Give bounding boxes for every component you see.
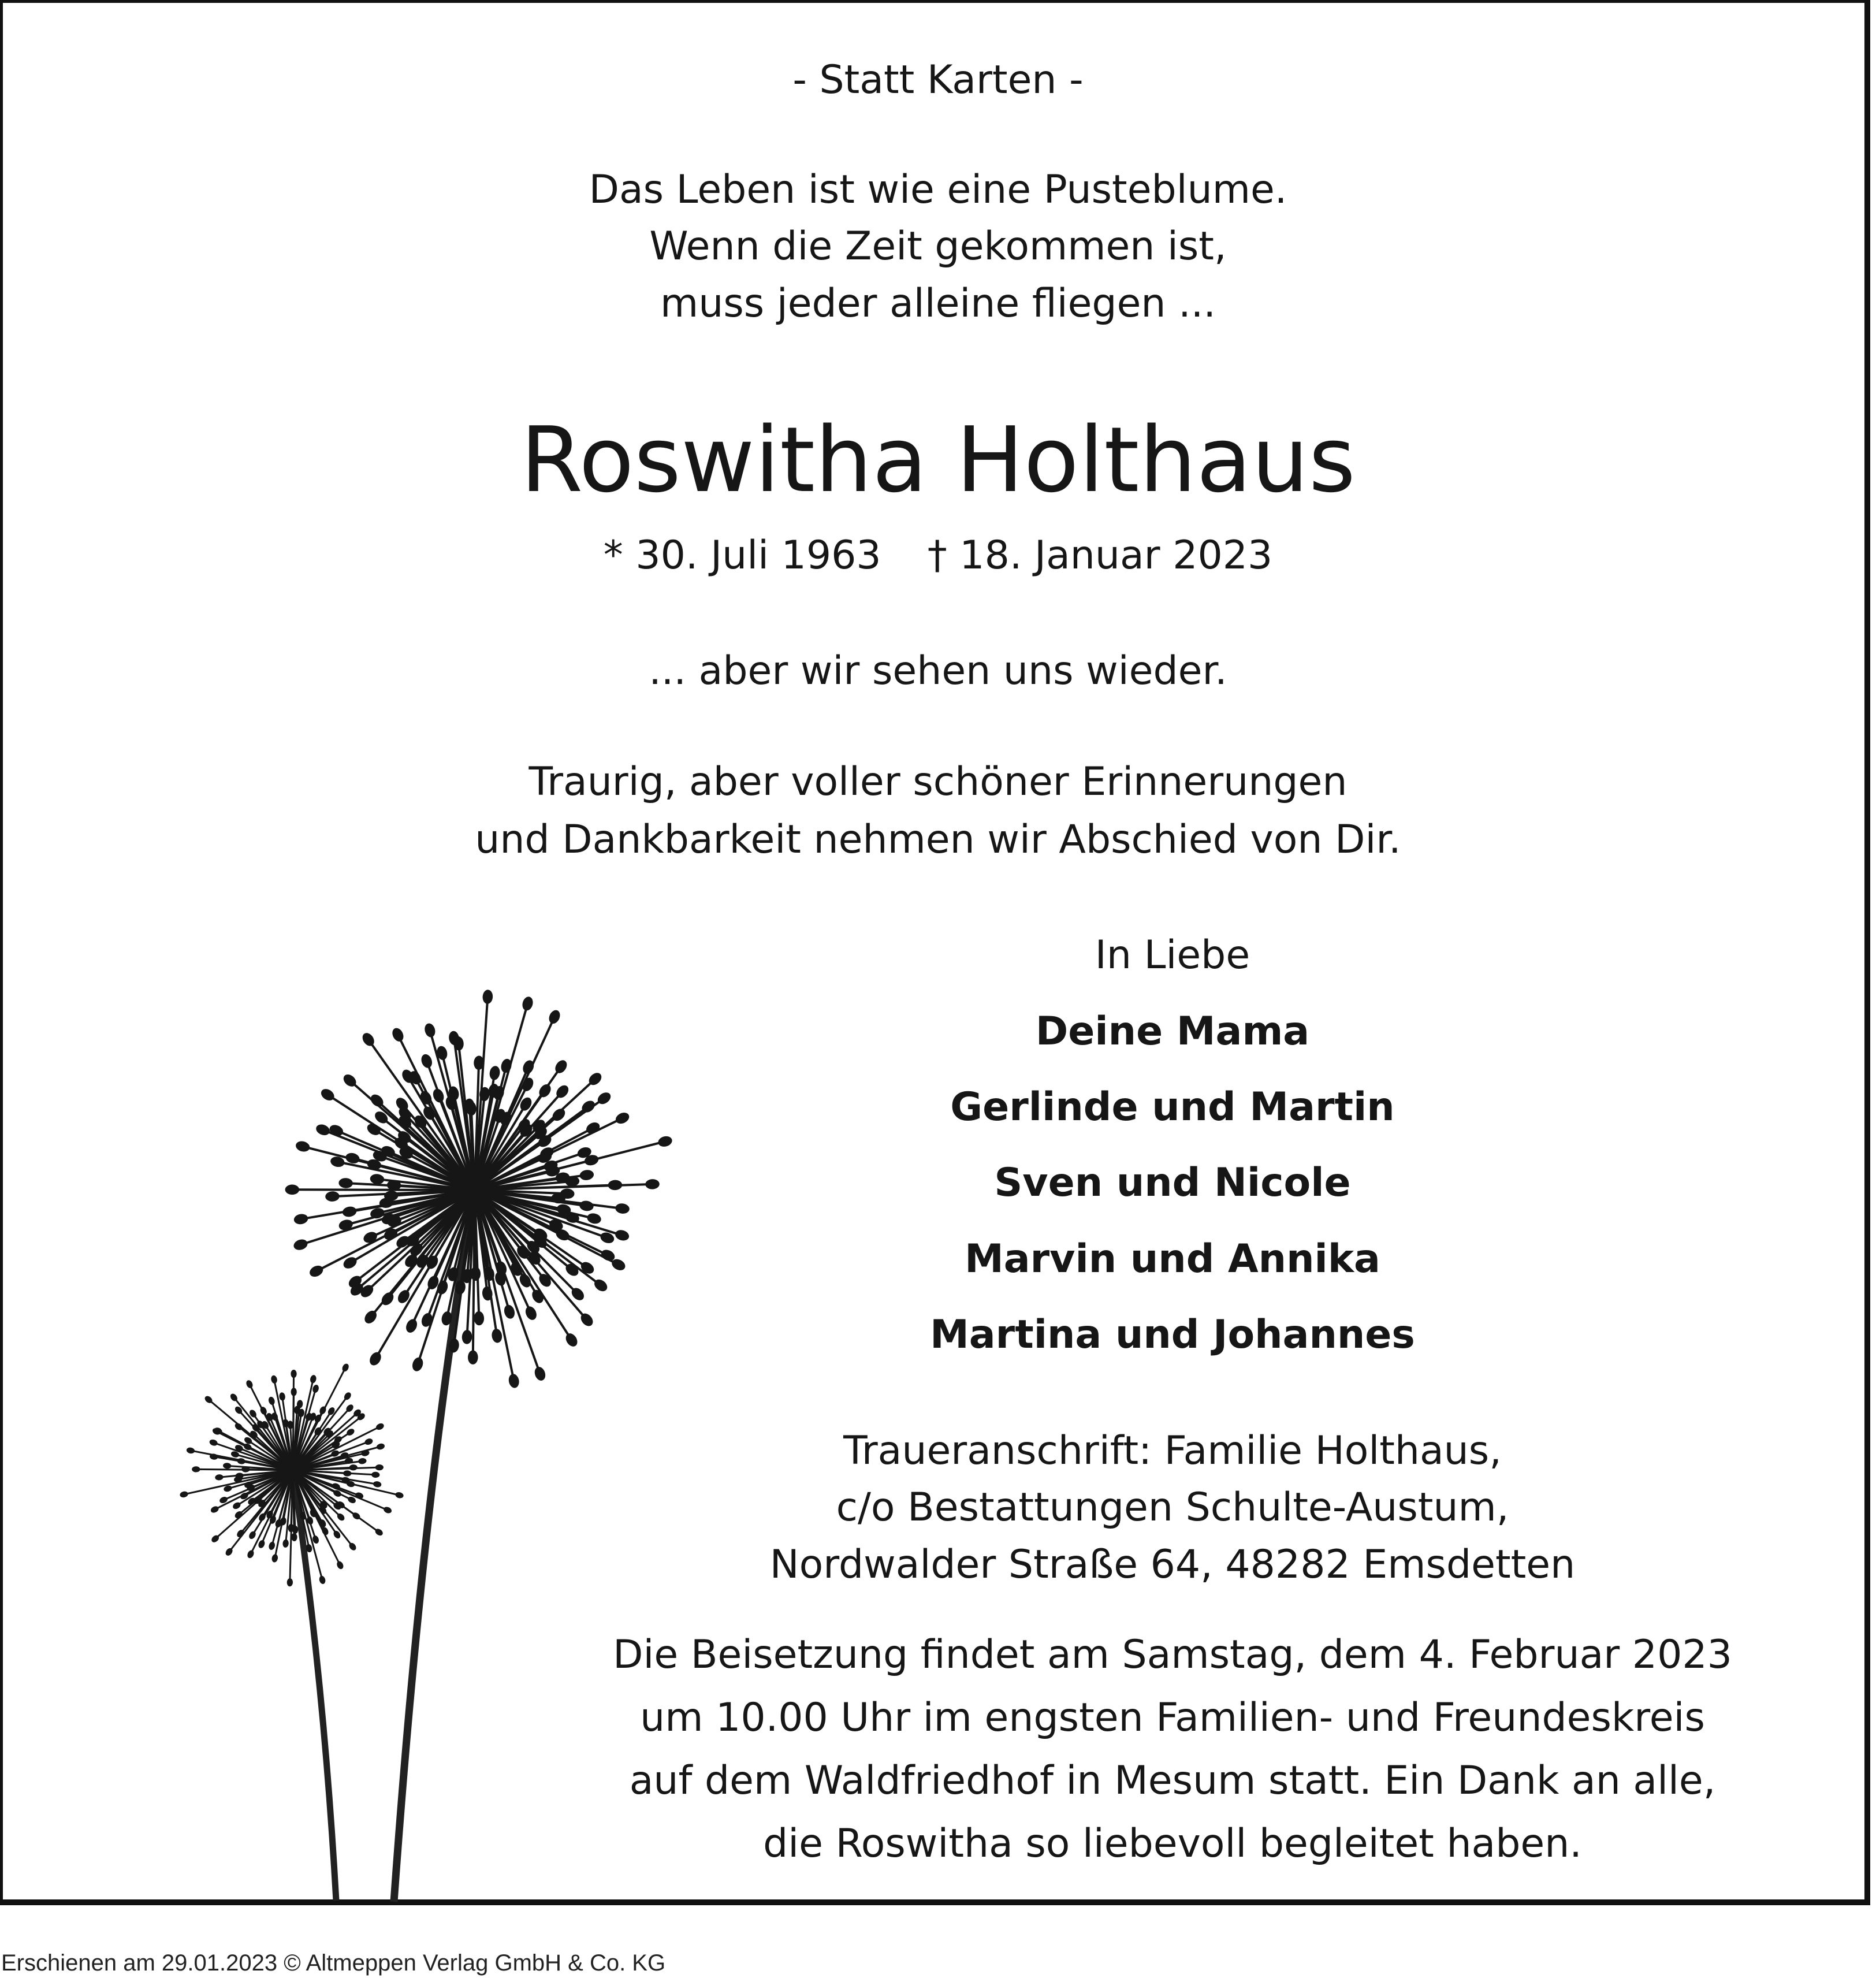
- farewell-line-2: und Dankbarkeit nehmen wir Abschied von Dir.: [475, 817, 1401, 862]
- farewell-line-1: Traurig, aber voller schöner Erinnerungen: [528, 759, 1348, 805]
- mourner-name: Deine Mama: [1035, 1009, 1310, 1054]
- statt-karten: - Statt Karten -: [792, 57, 1084, 103]
- funeral-line-3: auf dem Waldfriedhof in Mesum statt. Ein Dank an alle,: [629, 1758, 1716, 1804]
- funeral-line-2: um 10.00 Uhr im engsten Familien- und Freundeskreis: [640, 1695, 1705, 1741]
- mourner-name: Gerlinde und Martin: [950, 1084, 1395, 1130]
- mourner-name: Sven und Nicole: [994, 1160, 1351, 1206]
- subline: ... aber wir sehen uns wieder.: [649, 648, 1227, 694]
- motto-line-3: muss jeder alleine fliegen ...: [660, 281, 1216, 326]
- mourner-name: Marvin und Annika: [965, 1236, 1380, 1282]
- motto-line-2: Wenn die Zeit gekommen ist,: [649, 224, 1227, 269]
- deceased-name: Roswitha Holthaus: [520, 407, 1356, 512]
- motto-line-1: Das Leben ist wie eine Pusteblume.: [589, 167, 1287, 213]
- address-line-3: Nordwalder Straße 64, 48282 Emsdetten: [769, 1542, 1576, 1587]
- life-dates: [0, 533, 1876, 578]
- mourner-name: Martina und Johannes: [930, 1312, 1415, 1358]
- address-line-1: Traueranschrift: Familie Holthaus,: [843, 1428, 1502, 1474]
- dandelion-small-icon: [179, 1363, 404, 1587]
- death-date: † 18. Januar 2023: [927, 533, 1273, 578]
- address-line-2: c/o Bestattungen Schulte-Austum,: [836, 1485, 1509, 1530]
- funeral-line-4: die Roswitha so liebevoll begleitet haben.: [763, 1821, 1582, 1867]
- birth-date: * 30. Juli 1963: [603, 533, 881, 578]
- publication-footer: Erschienen am 29.01.2023 © Altmeppen Verlag GmbH & Co. KG: [1, 1950, 666, 1976]
- mourners-intro: In Liebe: [1095, 932, 1250, 978]
- funeral-line-1: Die Beisetzung findet am Samstag, dem 4. Februar 2023: [613, 1632, 1732, 1678]
